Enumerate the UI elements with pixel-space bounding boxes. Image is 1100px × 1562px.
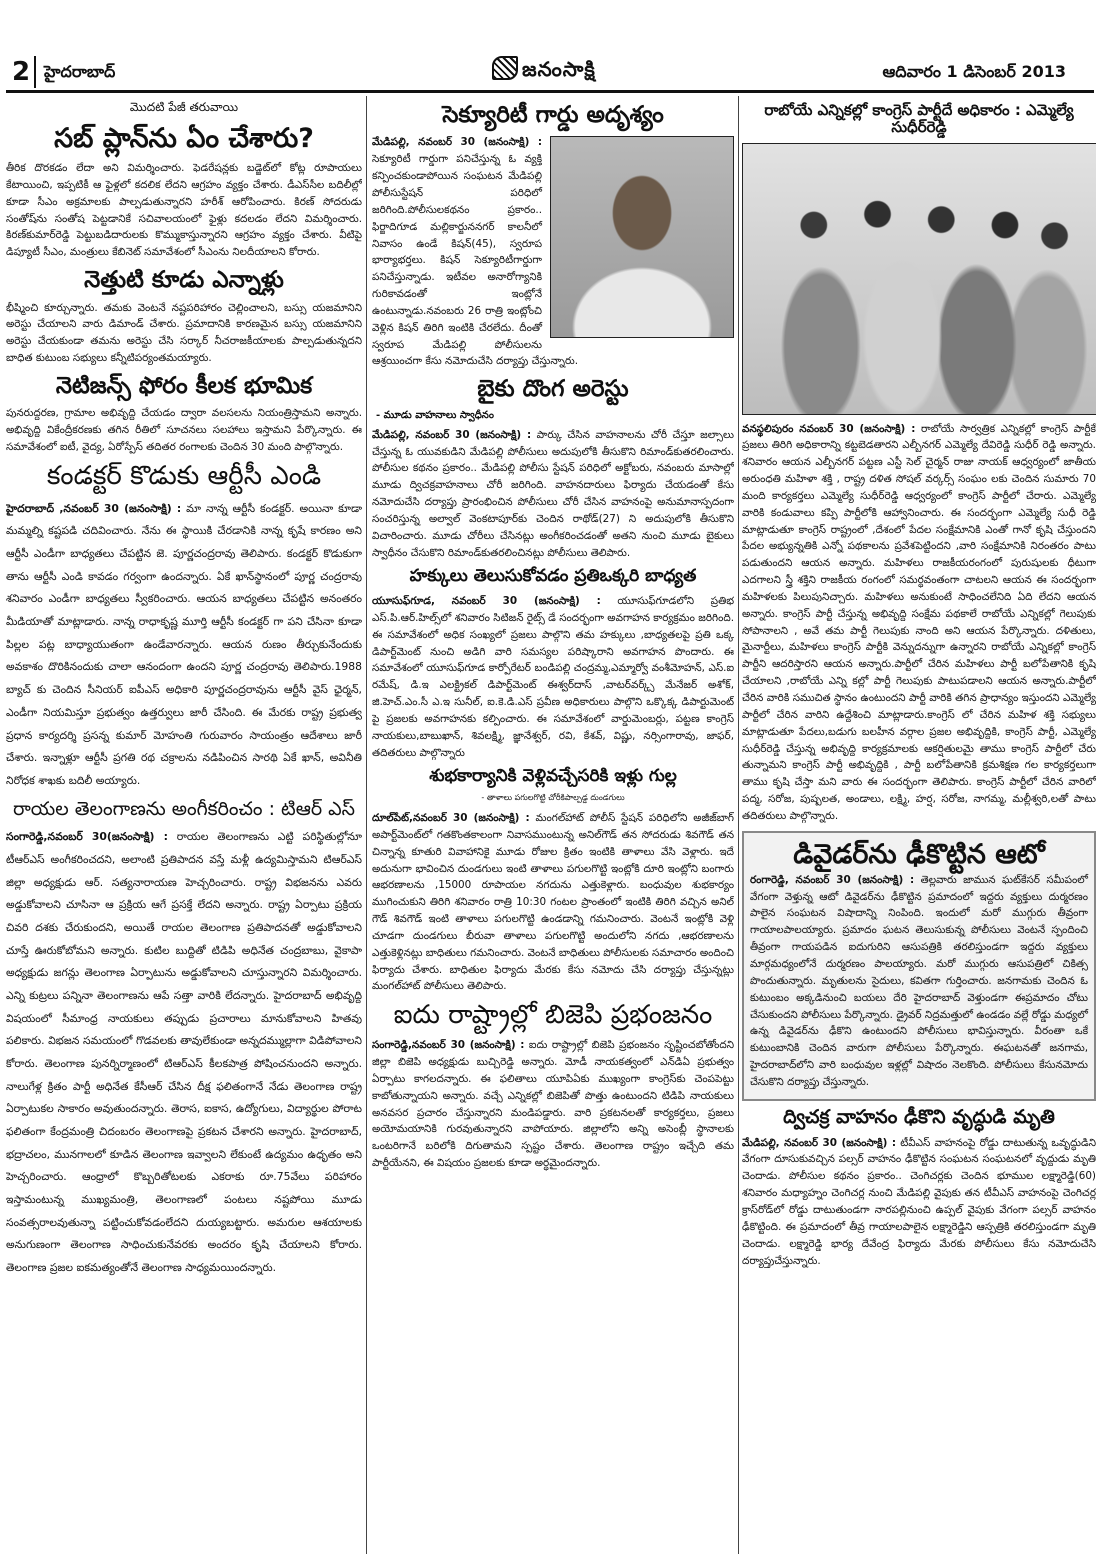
article-body-nettuti-koodu: భీష్మించి కూర్చున్నారు. తమకు వెంటనే నష్టపరిహారం చెల్లించాలని, బస్సు యజమానిని అరెస్టు చేయాలని వారు డిమాండ్ చేశారు. ప్రమాదానికి కారణమైన బస్సు యజమానిని అరెస్టు చేయకుండా తమను అరెస్టు చేసి సర్కార్ నీచరాజకీయాలకు పాల్పడుతున్నదని బాధిత కుటుంబ సభ్యులు కన్నీటిపర్యంతమయ్యారు. <box>6 301 362 365</box>
article-text: మంగల్‌హాట్ పోలీస్ స్టేషన్ పరిధిలోని అజీజ్‌బాగ్ అపార్ట్‌మెంట్‌లో గతకొంతకాలంగా నివాసముంటున్న అనిల్‌గౌడ్ తన సోదరుడు శివగౌడ్ తన చిన్నాన్న కూతురి వివాహానికై మూడు రోజుల క్రితం ఇంటికి తాళాలు వేసి వెళ్లారు. ఇదే అదునుగా భావించిన దుండగులు ఇంటి తాళాలు పగులగొట్టి ఇంట్లోకి దూరి ఇంట్లోని బంగారు ఆభరణాలను ,15000 రూపాయల నగదును ఎత్తుకెళ్లారు. బంధువుల శుభకార్యం ముగించుకుని తిరిగి శనివారం రాత్రి 10:30 గంటల ప్రాంతంలో ఇంటికి తిరిగి వచ్చిన అనిల్ గౌడ్ శివగౌడ్ ఇంటి తాళాలు పగులగొట్టి ఉండడాన్ని గమనించారు. వెంటనే ఇంట్లోకి వెళ్లి చూడగా దుండగులు బీరువా తాళాలు పగులగొట్టి అందులోని నగదు ,ఆభరణాలను ఎత్తుకెళ్లినట్లు బాధితులు గమనించారు. వెంటనే బాధితులు పోలీసులకు సమాచారం అందించి ఫిర్యాదు చేశారు. బాధితుల ఫిర్యాదు మేరకు కేసు నమోదు చేసి దర్యాప్తు చేస్తున్నట్లు మంగల్‌హాట్ పోలీసులు తెలిపారు. <box>372 811 734 993</box>
headline-elderly-death: ద్విచక్ర వాహనం ఢీకొని వృద్ధుడి మృతి <box>783 1105 1055 1128</box>
masthead <box>0 0 1100 94</box>
article-body-auto-divider <box>750 872 1088 1091</box>
edition-city: హైదరాబాద్ <box>44 62 116 81</box>
headline-house-burglary: శుభకార్యానికి వెళ్లివచ్చేసరికి ఇళ్లు గుల్ల <box>429 766 677 787</box>
article-body-elderly-death <box>742 1135 1096 1270</box>
column-right <box>742 96 1096 1554</box>
article-body-security-guard <box>372 134 734 370</box>
column-divider <box>738 96 739 1554</box>
article-body-congress-power <box>742 421 1096 825</box>
dateline: దూల్‌పేట్,నవంబర్ 30 (జనంసాక్షి) : <box>372 811 530 824</box>
column-divider <box>366 96 367 1554</box>
continued-kicker: మొదటి పేజీ తరువాయి <box>129 100 239 114</box>
women-joining-congress-photo <box>742 143 1096 415</box>
article-text: రాయల తెలంగాణను ఎట్టి పరిస్థితుల్లోనూ టీఆర్ఎస్ అంగీకరించదని, అలాంటి ప్రతిపాదన వస్తే మళ్లీ ఉద్యమిస్తామని టిఆర్ఎస్ జిల్లా అధ్యక్షుడు ఆర్. సత్యనారాయణ హెచ్చరించారు. రాష్ట్ర విభజనను ఎవరు అడ్డుకోవాలని చూసినా ఆ ప్రక్రియ ఆగే ప్రసక్తే లేదని అన్నారు. రాష్ట్ర ఏర్పాటు ప్రక్రియ చివరి దశకు చేరుకుందని, అయితే రాయల తెలంగాణ ప్రతిపాదనతో అడ్డుకోవాలని చూస్తే ఊరుకోబోమని అన్నారు. కుటిల బుద్దితో టిడిపి అధినేత చంద్రబాబు, వైకాపా అధ్యక్షుడు జగన్లు తెలంగాణ ఏర్పాటును అడ్డుకోవాలని చూస్తున్నారని విమర్శించారు. ఎన్ని కుట్రలు పన్నినా తెలంగాణను ఆపే సత్తా వారికి లేదన్నారు. హైదరాబాద్ అభివృద్ది విషయంలో సీమాంధ్ర నాయకులు తప్పుడు ప్రచారాలు మానుకోవాలని హితవు పలికారు. విభజన సమయంలో గొడవలకు తావులేకుండా అన్నదమ్ముల్లాగా విడిపోవాలని కోరారు. తెలంగాణ పునర్నిర్మాణంలో టిఆర్ఎస్ కీలకపాత్ర పోషించనుందని అన్నారు. నాలుగేళ్ల క్రితం పార్టీ అధినేత కేసీఆర్ చేసిన దీక్ష ఫలితంగానే నేడు తెలంగాణ రాష్ట్ర ఏర్పాటుకల సాకారం అవుతుందన్నారు. తెరాస, ఐకాస, ఉద్యోగులు, విద్యార్థుల పోరాట ఫలితంగా కేంద్రమంత్రి చిదంబరం తెలంగాణపై ప్రకటన చేశారని అన్నారు. హైదరాబాద్, భద్రాచలం, మునగాలలో కూడిన తెలంగాణ ఇవ్వాలని లేకుంటే ఉద్యమం ఉధృతం అని హెచ్చరించారు. ఆంధ్రాలో కొబ్బరితోటలకు ఎకరాకు రూ.75వేలు పరిహారం ఇస్తామంటున్న ముఖ్యమంత్రి, తెలంగాణలో పంటలు నష్టపోయి మూడు సంవత్సరాలవుతున్నా పట్టించుకోవడంలేదని దుయ్యబట్టారు. అమరుల ఆశయాలకు అనుగుణంగా తెలంగాణ సాధించుకునేవరకు అందరం కృషి చేయాలని కోరారు. తెలంగాణ ప్రజల ఐకమత్యంతోనే తెలంగాణ సాధ్యమయిందన్నారు. <box>6 830 362 1275</box>
article-body-netizens-forum: పునరుద్దరణ, గ్రామాల అభివృద్ది చేయడం ద్వారా వలసలను నియంత్రిస్తామని అన్నారు. అభివృద్ది వికేంద్రీకరణకు తగిన రీతిలో సూచనలు సలహాలు ఇస్తామని పేర్కొన్నారు. ఈ సమావేశంలో ఐటీ, వైద్య, ఏరోస్పేస్ తదితర రంగాలకు చెందిన 30 మంది పాల్గొన్నారు. <box>6 407 362 454</box>
headline-rayala-telangana: రాయల తెలంగాణను అంగీకరించం : టిఆర్ ఎస్ <box>12 797 356 820</box>
page-number-divider <box>34 56 36 88</box>
column-left <box>6 96 362 1554</box>
article-text: యూసుఫ్‌గూడలోని ప్రతిభ ఎస్.పి.ఆర్.హిల్స్‌లో శనివారం సిటిజన్ రైట్స్ డే సందర్భంగా అవగాహన కార్యక్రమం జరిగింది. ఈ సమావేశంలో అధిక సంఖ్యలో ప్రజలు పాల్గొని తమ హక్కులు ,బాధ్యతలపై ప్రతి ఒక్క డిపార్ట్‌మెంట్ నుంచి అడిగి వారి సమస్యల పరిష్కారాని అవగాహన పొందారు. ఈ సమావేశంలో యూసుఫ్‌గూడ కార్పోరేటర్ బండిపల్లి చంద్రమ్మ,ఎమ్మార్వో వంశీమోహన్, ఎస్.ఐ రమేష్, డి.ఇ ఎలక్ట్రికల్ డిపార్ట్‌మెంట్ ఈశ్వర్‌దాస్ ,వాటర్‌వర్క్స్ మేనేజర్ అశోక్, జి.హెచ్.ఎం.సీ ఎ.ఇ సునీల్, ఐ.కె.డి.ఎస్ ప్రవీణ అధికారులు పాల్గొని ఒక్కొక్క డిపార్టుమెంట్ పై ప్రజలకు అవగాహనకు కల్పించారు. ఈ సమావేశంలో వార్డుమెంబర్లు, పట్టణ కాంగ్రెస్ నాయకులు,బాబుఖాన్, శివలక్ష్మి, జ్ఞానేశ్వర్, రవి, కేశవ్, విష్ణు, నర్సింగారావు, జాఫర్, తదితరులు పాల్గొన్నారు <box>372 594 734 759</box>
dateline: మేడిపల్లి, నవంబర్ 30 (జనంసాక్షి) : <box>372 136 542 149</box>
headline-bike-thief: బైకు దొంగ అరెస్టు <box>477 376 629 403</box>
dateline: మేడిపల్లి, నవంబర్ 30 (జనంసాక్షి) : <box>372 428 532 441</box>
headline-netizens-forum: నెటిజన్స్ ఫోరం కీలక భూమిక <box>55 372 313 399</box>
headline-auto-divider: డివైడర్‌ను ఢీకొట్టిన ఆటో <box>793 838 1045 870</box>
article-body-bjp-wave <box>372 1037 734 1172</box>
article-body-sub-plan: తీరిక దొరకడం లేదా అని విమర్శించారు. ఫెడరేషన్లకు బడ్జెట్‌లో కోట్ల రూపాయలు కేటాయించి, ఇప్పటికీ ఆ ఫైళ్లలో కదలిక లేదని ఆగ్రహం వ్యక్తం చేశారు. డీఎస్‌సీల బదిలీల్లో కూడా సీఎం అక్రమాలకు పాల్పడుతున్నారని హరీశ్ ఆరోపించారు. కిరణ్ సోదరుడు సంతోష్‌ను సంతోష పెట్టడానికే సచివాలయంలో ఫైళ్లు కదలడం లేదని విమర్శించారు. కిరణ్‌కుమార్‌రెడ్డి పెట్టుబడిదారులకు కొమ్ముకాస్తున్నారని ఆగ్రహం వ్యక్తం చేశారు. వీటిపై డిప్యూటీ సీఎం, మంత్రులు కేబినెట్ సమావేశంలో సీఎంను నిలదీయాలని కోరారు. <box>6 162 362 259</box>
page-number: 2 <box>11 57 31 87</box>
article-body-rayala-telangana <box>6 826 362 1279</box>
article-text: రాబోయే సార్వత్రిక ఎన్నికల్లో కాంగ్రెస్ పార్టీకే ప్రజలు తిరిగి అధికారాన్ని కట్టబెడతారని ఎల్బీనగర్ ఎమ్మెల్యే దేవిరెడ్డి సుధీర్ రెడ్డి అన్నారు. శనివారం ఆయన ఎల్బీనగర్ పట్టణ ఎస్టీ సెల్ చైర్మన్ రాజు నాయక్ ఆధ్వర్యంలో జాతీయ అరుంధతి మహిళా శక్తి , రాష్ట్ర దళిత సోషల్ వర్కర్స్ సంఘం లకు చెందిన సుమారు 70 మంది కార్యకర్తలు ఎమ్మెల్యే సుధీర్‌రెడ్డి ఆధ్వర్యంలో కాంగ్రెస్ పార్టీలో చేరారు. ఎమ్మెల్యే వారికి కండువాలు కప్పి పార్టీలోకి ఆహ్వానించారు. ఈ సందర్భంగా ఎమ్మెల్యే సుధీ రెడ్డి మాట్లాడుతూ కాంగ్రెస్ రాష్ట్రంలో ,దేశంలో పేదల సంక్షేమానికి ఎంతో గానో కృషి చేస్తుందని పేదల అభ్యున్నతికి ఎన్నో పథకాలను ప్రవేశపెట్టిందని ,వారి సంక్షేమానికి నిరంతరం పాటు పడుతుందని ఆయన అన్నారు. మహిళలు రాజకీయరంగంలో పురుషులకు ధీటుగా ఎదగాలని స్త్రీ శక్తిని రాజకీయ రంగంలో సమర్థవంతంగా చాటలని ఆయన ఈ సందర్భంగా మహిళలకు పిలుపునిచ్చారు. మహిళలు అనుకుంటే సాధించలేనిది ఏది లేదని ఆయన అన్నారు. కాంగ్రెస్ పార్టీ చేస్తున్న అభివృద్ది సంక్షేమ పథకాలే రాబోయే ఎన్నికల్లో గెలుపుకు సోపానాలని , అవే తమ పార్టీ గెలుపుకు నాంది అని ఆయన పేర్కొన్నారు. దళితులు, మైనార్టీలు, మహిళలు కాంగ్రెస్ పార్టీకి వెన్నుదన్నుగా ఉన్నారని రాబోయే ఎన్నికల్లో కాంగ్రెస్ పార్టీని ఆదరిస్తారని ఆయన అన్నారు.పార్టీలో చేరిన మహిళలు పార్టీ బలోపేతానికి కృషి చేయాలని ,రాబోయే ఎన్ని కల్లో పార్టీ గెలుపుకు పాటుపడాలని ఆయన అన్నారు.పార్టీలో చేరిన వారికి సముచిత స్థానం ఉంటుందని పార్టీ వారికి తగిన ప్రాధాన్యం ఇస్తుందని ఎమ్మెల్యే పార్టీలో చేరిన వారిని ఉద్దేశించి మాట్లాడారు.కాంగ్రెస్ లో చేరిన మహిళ శక్తి సభ్యులు మాట్లాడుతూ పేదలు,బడుగు బలహీన వర్గాల ప్రజల అభివృద్దికి, కాంగ్రెస్ పార్టీ, ఎమ్మెల్యే సుధీర్‌రెడ్డి చేస్తున్న అభివృద్ది కార్యక్రమాలకు ఆకర్షితులమై తాము కాంగ్రెస్ పార్టీలో చేరు తున్నామని కాంగ్రెస్ పార్టీ అభివృద్దికి , పార్టీ బలోపేతానికి క్రమశిక్షణ గల కార్యకర్తలుగా తాము కృషి చేస్తా మని వారు ఈ సందర్భంగా తెలిపారు. కాంగ్రెస్ పార్టీలో చేరిన వారిలో పద్మ, సరోజ, పుష్పలత, అండాలు, లక్ష్మి, హర్ష, సరోజ, నాగమ్మ, మల్లీశ్వరి,లతో పాటు తదితరులు పాల్గొన్నారు. <box>742 422 1096 822</box>
column-middle <box>372 96 734 1554</box>
article-text: సెక్యూరిటీ గార్డుగా పనిచేస్తున్న ఓ వ్యక్తి కన్పించకుండాపోయిన సంఘటన మేడిపల్లి పోలీసుస్టేషన్ పరిధిలో జరిగింది.పోలీసులకథనం ప్రకారం.. ఫిర్జాదిగూడ మల్లికార్జుననగర్ కాలనీలో నివాసం ఉండే కిషన్(45), స్వరూప భార్యాభర్తలు. కిషన్ సెక్యూరిటీగార్డుగా పనిచేస్తున్నాడు. ఇటీవల అనారోగ్యానికి గురికావడంతో ఇంట్లోనే ఉంటున్నాడు.నవంబరు 26 రాత్రి ఇంట్లోంచి వెళ్లిన కిషన్ తిరిగి ఇంటికి చేరలేదు. దీంతో స్వరూప మేడిపల్లి పోలీసులను ఆశ్రయించగా కేసు నమోదుచేసి దర్యాప్తు చేస్తున్నారు. <box>372 153 579 368</box>
missing-man-photo <box>550 136 734 338</box>
headline-security-guard: సెక్యూరిటీ గార్డు అదృశ్యం <box>442 102 664 128</box>
article-text: తెల్లవారు జామున ఘట్‌కేసర్ సమీపంలో వేగంగా వెళ్తున్న ఆటో డివైడర్‌ను ఢీకొట్టిన ప్రమాదంలో ఇద్దరు వ్యక్తులు దుర్మరణం పాలైన సంఘటన విషాదాన్ని నింపింది. ఇందులో మరో ముగ్గురు తీవ్రంగా గాయాలపాలయ్యారు. ప్రమాదం ఘటన తెలుసుకున్న పోలీసులు వెంటనే స్పందించి తీవ్రంగా గాయపడిన ఐదుగురిని ఆసుపత్రికి తరలిస్తుండగా ఇద్దరు వ్యక్తులు మార్గమధ్యంలోనే దుర్మరణం పాలయ్యారు. మరో ముగ్గురు ఆసుపత్రిలో చికిత్స పొందుతున్నారు. మృతులను సైదులు, కవితగా గుర్తించారు. జనగామకు చెందిన ఓ కుటుంబం అక్కడినుంచి బయలు దేరి హైదరాబాద్ వెళ్తుండగా ఈప్రమాదం చోటు చేసుకుందని పోలీసులు పేర్కొన్నారు. డ్రైవర్ నిద్రమత్తులో ఉండడం వల్లే రోడ్డు మధ్యలో ఉన్న డివైడర్‌ను ఢీకొని ఉంటుందని పోలీసులు భావిస్తున్నారు. వీరంతా ఒకే కుటుంబానికి చెందిన వారుగా పోలీసులు పేర్కొన్నారు. ఈఘటనతో జనగామ, హైదరాబాద్‌లోని వారి బంధువుల ఇళ్లల్లో విషాదం నెలకొంది. పోలీసులు కేసునమోదు చేసుకొని దర్యాప్తు చేస్తున్నారు. <box>750 873 1088 1088</box>
newspaper-logo <box>492 56 596 86</box>
headline-sub-plan: సబ్ ప్లాన్‌ను ఏం చేశారు? <box>54 123 314 154</box>
headline-bjp-wave: ఐదు రాష్ట్రాల్లో బిజెపి ప్రభంజనం <box>393 1000 713 1031</box>
subheadline: - మూడు వాహనాలు స్వాధీనం <box>376 409 494 421</box>
dateline: వనస్థలిపురం నవంబర్ 30 (జనంసాక్షి) : <box>742 422 916 435</box>
logo-icon <box>492 56 518 80</box>
logo-text: జనంసాక్షి <box>522 57 596 81</box>
dateline: సంగారెడ్డి,నవంబర్ 30(జనంసాక్షి) : <box>6 830 168 844</box>
dateline: రంగారెడ్డి, నవంబర్ 30 (జనంసాక్షి) : <box>750 873 915 886</box>
article-body-conductor-son <box>6 498 362 793</box>
headline-congress-power: రాబోయే ఎన్నికల్లో కాంగ్రెస్ పార్టీదే అధికారం : ఎమ్మెల్యే సుధీర్‌రెడ్డి <box>764 101 1074 137</box>
article-body-house-burglary <box>372 810 734 995</box>
dateline: సంగారెడ్డి,నవంబర్ 30 (జనంసాక్షి) : <box>372 1039 525 1052</box>
dateline: మేడిపల్లి, నవంబర్ 30 (జనంసాక్షి) : <box>742 1136 896 1149</box>
article-text: టీవీఎస్ వాహనంపై రోడ్డు దాటుతున్న ఒవృద్ధుడిని వేగంగా దూసుకువచ్చిన పల్సర్ వాహనం ఢీకొట్టిన సంఘటన సంఘటనలో వృద్దుడు మృతి చెందాడు. పోలీసుల కథనం ప్రకారం.. చెంగిచర్లకు చెందిన భూముల లక్ష్మారెడ్డి(60) శనివారం మధ్యాహ్నం చెంగిచర్ల నుంచి మేడిపల్లి వైపుకు తన టీవీఎస్ వాహనంపై చెంగిచర్ల క్రాస్‌రోడ్‌లో రోడ్డు దాటుతుండగా నారపల్లినుంచి ఉప్పల్ వైపుకు వేగంగా పల్సర్ వాహనం ఢీకొట్టింది. ఈ ప్రమాదంలో తీవ్ర గాయాలపాలైన లక్ష్మారెడ్డిని ఆస్పత్రికి తరలిస్తుండగా మృతి చెందాడు. లక్ష్మారెడ్డి భార్య దేవేంద్ర ఫిర్యాదు మేరకు పోలీసులు కేసు నమోదుచేసి దర్యాప్తుచేస్తున్నారు. <box>742 1136 1096 1267</box>
article-text: ఐదు రాష్ట్రాల్లో బిజెపి ప్రభంజనం సృష్టించబోతోందని జిల్లా బిజెపి అధ్యక్షుడు బుచ్చిరెడ్డి అన్నారు. మోడీ నాయకత్వంలో ఎన్‌డిఏ ప్రభుత్వం ఏర్పాటు కాగలదన్నారు. ఈ ఫలితాలు యూపిఏకు ముఖ్యంగా కాంగ్రెస్‌కు చెంపపెట్టు కాబోతున్నాయని అన్నారు. వచ్చే ఎన్నికల్లో బిజెపితో పొత్తు ఉంటుందని టిడిపి నాయకులు అనవసర ప్రచారం చేస్తున్నారని మండిపడ్డారు. వారి ప్రకటనలతో కార్యకర్తలు, ప్రజలు అయోమయానికి గురవుతున్నారని వాపోయారు. జిల్లాలోని అన్ని అసెంబ్లీ స్థానాలకు ఒంటరిగానే బరిలోకి దిగుతామని స్పష్టం చేశారు. తెలంగాణ రాష్ట్రం ఇచ్చేది తమ పార్టీయేనని, ఈ విషయం ప్రజలకు కూడా అర్థమైందన్నారు. <box>372 1039 734 1170</box>
headline-rights-awareness: హక్కులు తెలుసుకోవడం ప్రతిఒక్కరి బాధ్యత <box>409 566 697 587</box>
article-text: మా నాన్న ఆర్టీసీ కండక్టర్. అయినా కూడా మమ్మల్ని కష్టపడి చదివించారు. నేను ఈ స్థాయికి చేరడానికి నాన్న కృషే కారణం అని ఆర్టీసీ ఎండీగా బాధ్యతలు చేపట్టిన జె. పూర్ణచంద్రరావు తెలిపారు. కండక్టర్ కొడుకుగా తాను ఆర్టీసీ ఎండి కావడం గర్వంగా ఉందన్నారు. ఏకే ఖాన్‌స్థానంలో పూర్ణ చంద్రరావు శనివారం ఎండీగా బాధ్యతలు స్వీకరించారు. ఆయన బాధ్యతలు చేపట్టిన అనంతరం మీడియాతో మాట్లాడారు. నాన్న రాధాకృష్ణ మూర్తి ఆర్టీసీ కండక్టర్ గా పని చేసినా కూడా పిల్లల పట్ల బాధ్యాయుతంగా ఉండేవారన్నారు. ఆయన రుణం తీర్చుకునేందుకు అవకాశం దొరికినందుకు చాలా ఆనందంగా ఉందని పూర్ణ చంద్రరావు తెలిపారు.1988 బ్యాచ్ కు చెందిన సీనియర్ ఐపీఎస్ అధికారి పూర్ణచంద్రరావును ఆర్టీసీ వైస్ ఛైర్మన్, ఎండీగా నియమిస్తూ ప్రభుత్వం ఉత్తర్వులు జారీ చేసింది. ఈ మేరకు రాష్ట్ర ప్రభుత్వ ప్రధాన కార్యదర్శి ప్రసన్న కుమార్ మోహంతి గురువారం సాయంత్రం ఆదేశాలు జారీ చేశారు. ఇన్నాళ్లూ ఆర్టీసీ ప్రగతి రథ చక్రాలను నడిపించిన సారథి ఏకే ఖాన్, అవినీతి నిరోధక శాఖకు బదిలీ అయ్యారు. <box>6 501 362 787</box>
headline-nettuti-koodu: నెత్తుటి కూడు ఎన్నాళ్లు <box>84 267 284 294</box>
article-body-bike-thief <box>372 427 734 562</box>
auto-accident-box <box>742 831 1096 1101</box>
headline-conductor-son: కండక్టర్ కొడుకు ఆర్టీసీ ఎండి <box>46 460 322 491</box>
subheadline: - తాళాలు పగులగొట్టి చోరీకిపాల్పడ్డ దుండగులు <box>481 792 625 802</box>
masthead-rule <box>6 90 1094 93</box>
article-text: పార్కు చేసిన వాహనాలను చోరీ చేస్తూ జల్సాలు చేస్తున్న ఓ యువకుడిని మేడిపల్లి పోలీసులు అదుపులోకి తీసుకొని రిమాండ్‌కుతరలించారు. పోలీసుల కథనం ప్రకారం.. మేడిపల్లి పోలీసు స్టేషన్ పరిధిలో అక్టోబరు, నవంబరు మాసాల్లో మూడు ద్విచక్రవాహనాలు చోరీ జరిగింది. వాహనదారులు ఫిర్యాదు చేయడంతో కేసు నమోదుచేసి దర్యాప్తు ప్రారంభించిన పోలీసులు చోరీ చేసిన వాహనంపై అనుమానాస్పదంగా సంచరిస్తున్న అల్వాల్ వెంకటాపూర్‌కు చెందిన రాథోడ్(27) ని అదుపులోకి తీసుకొని విచారించారు. మూడు చోరీలు చేసినట్లు అంగీకరించడంతో అతని నుంచి మూడు బైకులు స్వాధీనం చేసుకొని రిమాండ్‌కుతరలించినట్లు పోలీసులు తెలిపారు. <box>372 428 734 559</box>
dateline: హైదరాబాద్ ,నవంబర్ 30 (జనంసాక్షి) : <box>6 501 182 515</box>
article-body-rights-awareness <box>372 593 734 761</box>
edition-date: ఆదివారం 1 డిసెంబర్ 2013 <box>882 62 1066 81</box>
dateline: యూసుఫ్‌గూడ, నవంబర్ 30 (జనంసాక్షి) : <box>372 594 601 607</box>
